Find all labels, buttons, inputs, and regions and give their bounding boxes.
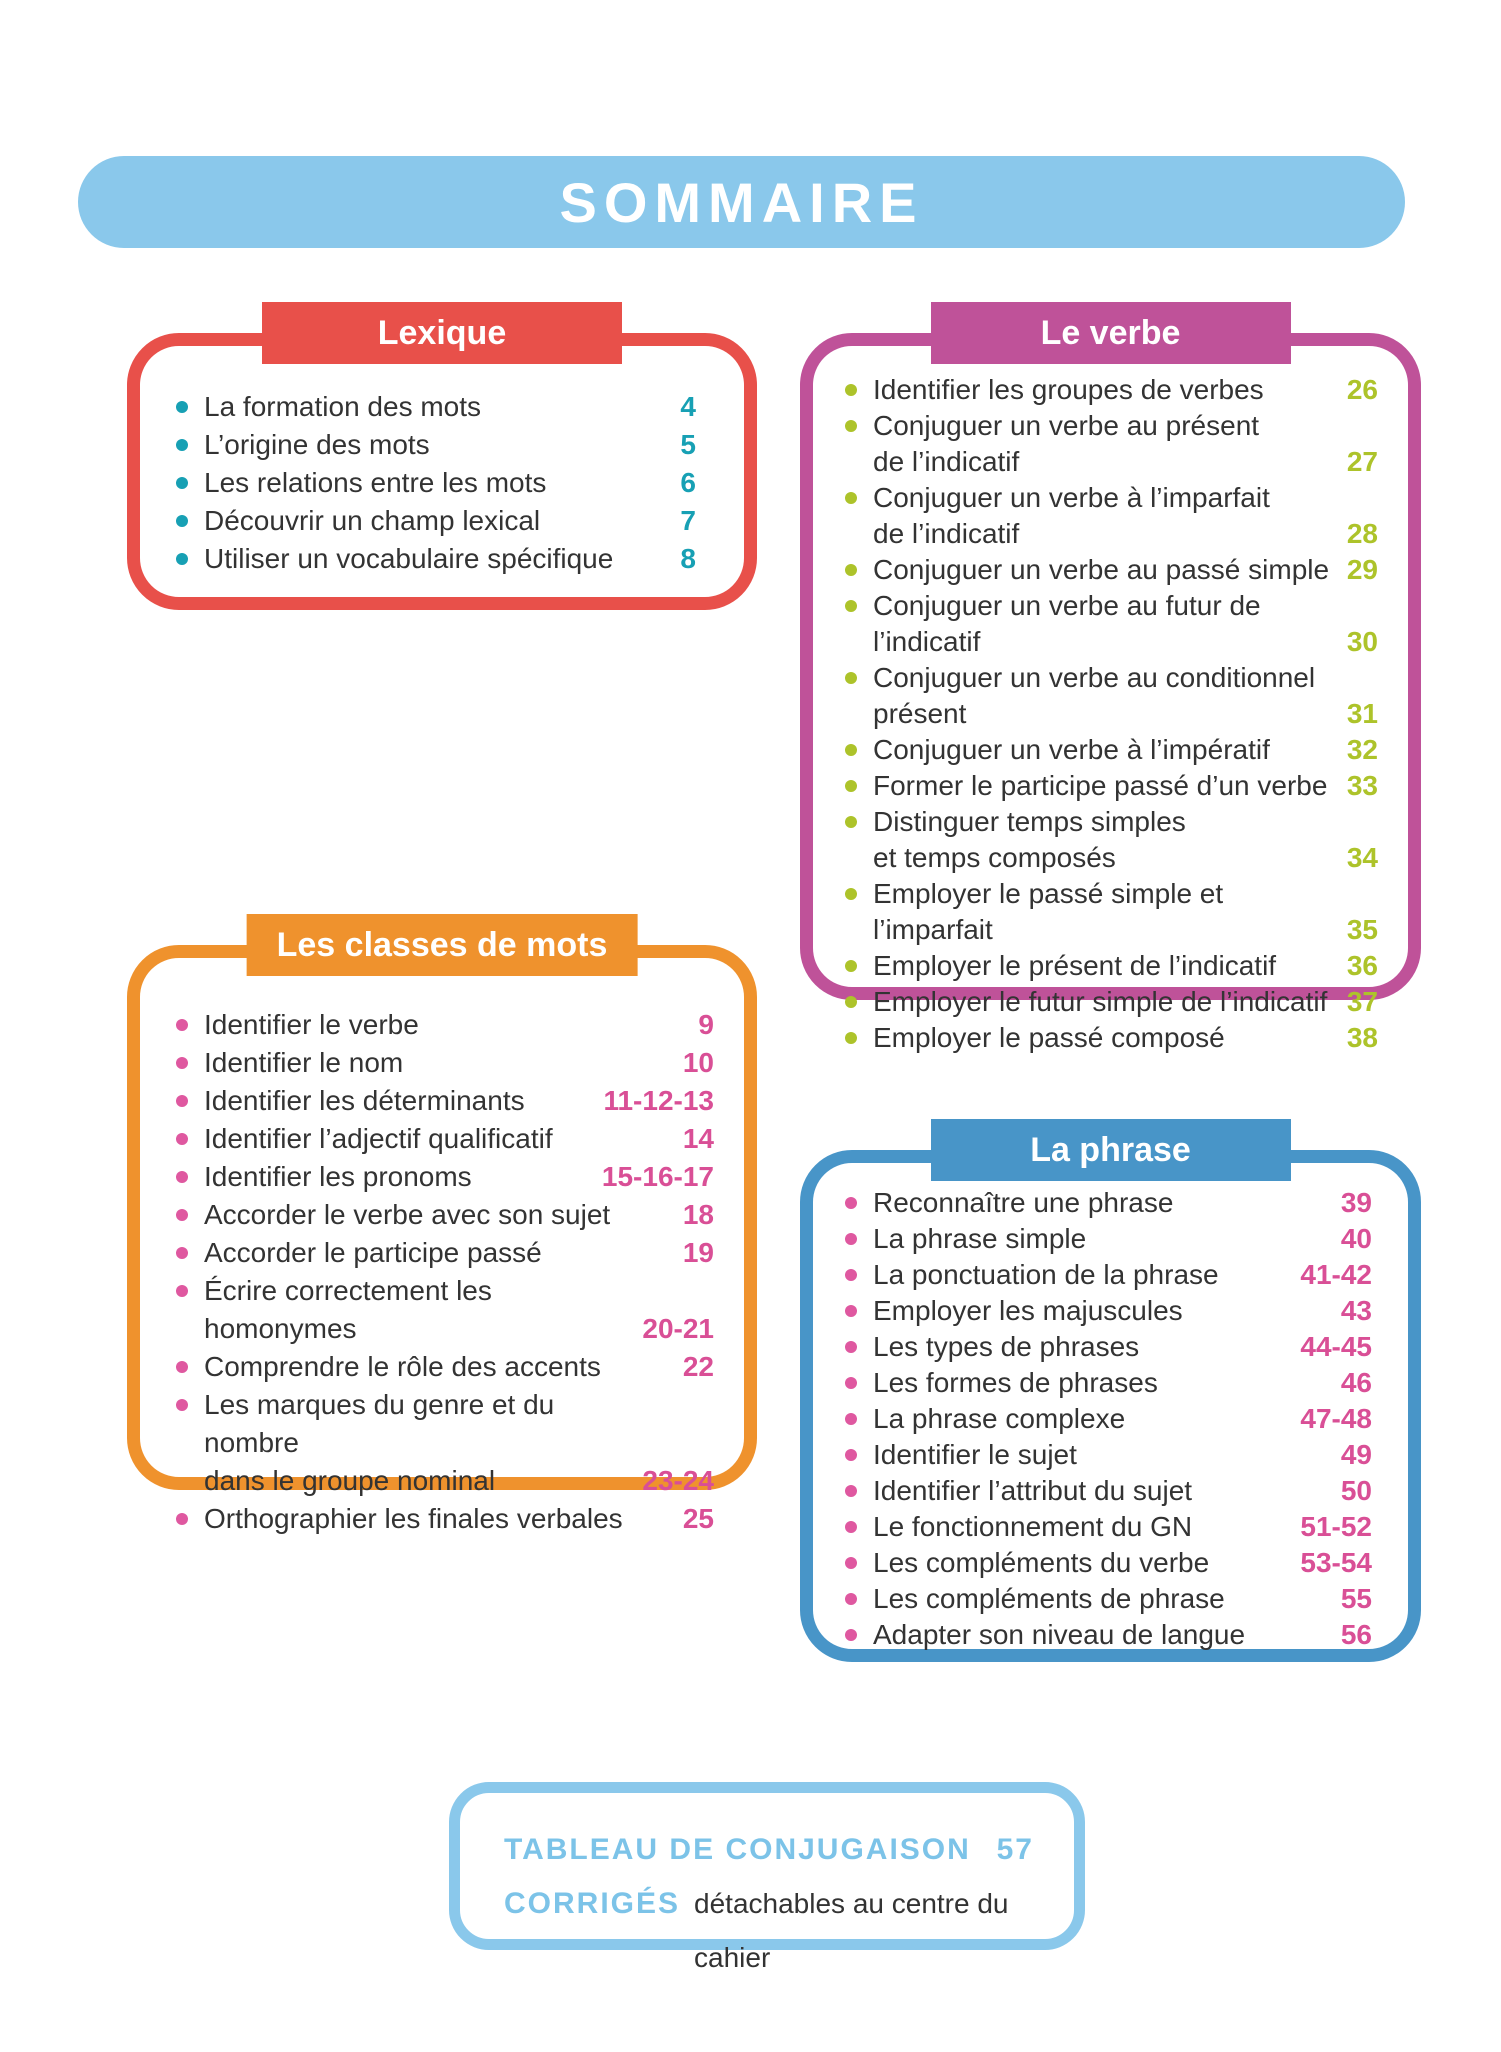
- toc-item: [845, 768, 1378, 804]
- bullet-icon: [176, 439, 188, 451]
- bullet-icon: [845, 1233, 857, 1245]
- toc-item-page: 14: [682, 1123, 714, 1154]
- section-list: [813, 346, 1408, 1053]
- bullet-icon: [845, 384, 857, 396]
- toc-item-label: Découvrir un champ lexical: [204, 505, 541, 536]
- toc-item: [176, 1158, 714, 1196]
- toc-item-page: 9: [698, 1009, 714, 1040]
- footer-title-corriges: CORRIGÉS: [504, 1887, 681, 1920]
- section-list: [140, 958, 744, 1534]
- toc-item-page: 23-24: [642, 1465, 714, 1496]
- toc-item-page: 25: [682, 1503, 714, 1534]
- toc-item-page: 36: [1346, 950, 1378, 981]
- toc-item-label: Les formes de phrases: [873, 1367, 1158, 1398]
- toc-item-label: Le fonctionnement du GN: [873, 1511, 1193, 1542]
- page-title: SOMMAIRE: [559, 170, 924, 234]
- footer-note: détachables au centre du cahier: [694, 1888, 1009, 1973]
- toc-item-label: Conjuguer un verbe au passé simple: [873, 554, 1330, 585]
- toc-item-page: 7: [680, 505, 696, 536]
- toc-item-page: 39: [1340, 1187, 1372, 1218]
- toc-item-label: Conjuguer un verbe au conditionnel présent: [873, 662, 1316, 729]
- bullet-icon: [845, 1629, 857, 1641]
- toc-item-page: 30: [1346, 626, 1378, 657]
- toc-item-page: 34: [1346, 842, 1378, 873]
- bullet-icon: [845, 1377, 857, 1389]
- footer-box: [449, 1782, 1085, 1973]
- bullet-icon: [845, 744, 857, 756]
- toc-item-page: 47-48: [1300, 1403, 1372, 1434]
- toc-item: [845, 372, 1378, 408]
- toc-item: [845, 876, 1378, 948]
- footer-line-conjugaison: [504, 1823, 1034, 1877]
- toc-item-page: 11-12-13: [603, 1085, 714, 1116]
- section-title: La phrase: [931, 1119, 1291, 1181]
- toc-item-label: Identifier l’adjectif qualificatif: [204, 1123, 553, 1154]
- bullet-icon: [845, 888, 857, 900]
- toc-item-label: Employer le passé simple et l’imparfait: [873, 878, 1224, 945]
- toc-item-label: Former le participe passé d’un verbe: [873, 770, 1328, 801]
- toc-item-label: La phrase simple: [873, 1223, 1087, 1254]
- toc-item-label: Employer le futur simple de l’indicatif: [873, 986, 1328, 1017]
- toc-item: [845, 1221, 1372, 1257]
- toc-item-page: 50: [1340, 1475, 1372, 1506]
- footer-title-conjugaison: TABLEAU DE CONJUGAISON: [504, 1833, 971, 1866]
- toc-item: [845, 1293, 1372, 1329]
- toc-item: [845, 1020, 1378, 1056]
- toc-item: [176, 1196, 714, 1234]
- toc-item-page: 8: [680, 543, 696, 574]
- toc-item: [176, 426, 696, 464]
- bullet-icon: [845, 1269, 857, 1281]
- toc-item-label: Reconnaître une phrase: [873, 1187, 1174, 1218]
- toc-item-label: La formation des mots: [204, 391, 482, 422]
- bullet-icon: [845, 1032, 857, 1044]
- toc-item: [845, 408, 1378, 480]
- footer-page-number: 57: [996, 1833, 1034, 1866]
- toc-item-label: Identifier les pronoms: [204, 1161, 472, 1192]
- toc-item-label: Accorder le participe passé: [204, 1237, 542, 1268]
- bullet-icon: [845, 1485, 857, 1497]
- bullet-icon: [176, 401, 188, 413]
- toc-item: [176, 502, 696, 540]
- toc-item: [845, 1185, 1372, 1221]
- toc-item-page: 53-54: [1300, 1547, 1372, 1578]
- bullet-icon: [176, 1095, 188, 1107]
- bullet-icon: [176, 1399, 188, 1411]
- toc-item-label: Orthographier les finales verbales: [204, 1503, 623, 1534]
- toc-item-page: 22: [682, 1351, 714, 1382]
- toc-item: [176, 1082, 714, 1120]
- toc-item: [176, 1234, 714, 1272]
- bullet-icon: [176, 515, 188, 527]
- toc-item-label: Adapter son niveau de langue: [873, 1619, 1246, 1650]
- toc-item-page: 38: [1346, 1022, 1378, 1053]
- toc-item: [845, 1617, 1372, 1653]
- bullet-icon: [176, 1133, 188, 1145]
- toc-item: [845, 552, 1378, 588]
- toc-item-label: Utiliser un vocabulaire spécifique: [204, 543, 614, 574]
- toc-item: [845, 1581, 1372, 1617]
- toc-item: [845, 660, 1378, 732]
- toc-item-label: Conjuguer un verbe à l’impératif: [873, 734, 1270, 765]
- toc-item-label: Les compléments du verbe: [873, 1547, 1210, 1578]
- section-title: Le verbe: [931, 302, 1291, 364]
- bullet-icon: [845, 780, 857, 792]
- toc-item-label: Identifier le sujet: [873, 1439, 1077, 1470]
- toc-item-label: Accorder le verbe avec son sujet: [204, 1199, 611, 1230]
- toc-item-page: 31: [1346, 698, 1378, 729]
- toc-item-label: Les relations entre les mots: [204, 467, 547, 498]
- toc-item-page: 20-21: [642, 1313, 714, 1344]
- section-title: Lexique: [262, 302, 622, 364]
- bullet-icon: [845, 672, 857, 684]
- toc-item-page: 32: [1346, 734, 1378, 765]
- toc-item: [845, 1257, 1372, 1293]
- bullet-icon: [845, 420, 857, 432]
- toc-item-page: 43: [1340, 1295, 1372, 1326]
- bullet-icon: [845, 492, 857, 504]
- toc-item-label: La phrase complexe: [873, 1403, 1126, 1434]
- toc-item: [176, 1120, 714, 1158]
- toc-section-phrase: [800, 1131, 1421, 1662]
- bullet-icon: [845, 816, 857, 828]
- footer-line-corriges: [504, 1877, 1034, 1985]
- bullet-icon: [176, 1171, 188, 1183]
- toc-item-label: Comprendre le rôle des accents: [204, 1351, 601, 1382]
- bullet-icon: [845, 1305, 857, 1317]
- toc-item-page: 51-52: [1300, 1511, 1372, 1542]
- bullet-icon: [845, 1449, 857, 1461]
- bullet-icon: [845, 1197, 857, 1209]
- toc-item-page: 15-16-17: [601, 1161, 714, 1192]
- toc-item: [845, 1329, 1372, 1365]
- toc-item: [845, 1473, 1372, 1509]
- bullet-icon: [845, 1341, 857, 1353]
- toc-item: [845, 948, 1378, 984]
- toc-item: [176, 1272, 714, 1348]
- bullet-icon: [176, 1057, 188, 1069]
- toc-item-page: 26: [1346, 374, 1378, 405]
- toc-item: [176, 1348, 714, 1386]
- toc-item-label: Conjuguer un verbe à l’imparfait de l’indicatif: [873, 482, 1270, 549]
- bullet-icon: [176, 1019, 188, 1031]
- toc-item-page: 5: [680, 429, 696, 460]
- toc-item-label: Employer les majuscules: [873, 1295, 1183, 1326]
- toc-item: [845, 804, 1378, 876]
- toc-item-label: L’origine des mots: [204, 429, 430, 460]
- bullet-icon: [176, 1247, 188, 1259]
- toc-item: [845, 1545, 1372, 1581]
- bullet-icon: [176, 1513, 188, 1525]
- section-list: [813, 1163, 1408, 1649]
- bullet-icon: [845, 1413, 857, 1425]
- toc-item: [176, 388, 696, 426]
- bullet-icon: [845, 1557, 857, 1569]
- toc-item-label: Identifier le nom: [204, 1047, 404, 1078]
- toc-item-label: La ponctuation de la phrase: [873, 1259, 1219, 1290]
- toc-item: [845, 480, 1378, 552]
- bullet-icon: [176, 1361, 188, 1373]
- toc-item-label: Conjuguer un verbe au présent de l’indicatif: [873, 410, 1260, 477]
- bullet-icon: [845, 564, 857, 576]
- toc-item-page: 41-42: [1300, 1259, 1372, 1290]
- toc-item-page: 56: [1340, 1619, 1372, 1650]
- toc-item-page: 18: [682, 1199, 714, 1230]
- section-title: Les classes de mots: [247, 914, 638, 976]
- toc-item: [176, 1044, 714, 1082]
- toc-item-label: Les types de phrases: [873, 1331, 1140, 1362]
- toc-item: [845, 984, 1378, 1020]
- toc-item: [845, 1437, 1372, 1473]
- toc-item-page: 4: [680, 391, 696, 422]
- toc-item: [845, 1365, 1372, 1401]
- toc-item-page: 35: [1346, 914, 1378, 945]
- toc-item-page: 49: [1340, 1439, 1372, 1470]
- toc-item-label: Distinguer temps simples et temps composés: [873, 806, 1186, 873]
- toc-item-label: Les compléments de phrase: [873, 1583, 1225, 1614]
- toc-item-page: 19: [682, 1237, 714, 1268]
- toc-item-page: 55: [1340, 1583, 1372, 1614]
- bullet-icon: [845, 1521, 857, 1533]
- bullet-icon: [176, 1285, 188, 1297]
- toc-item: [176, 540, 696, 578]
- toc-item: [845, 588, 1378, 660]
- title-bar: [78, 156, 1405, 248]
- toc-item-label: Employer le présent de l’indicatif: [873, 950, 1277, 981]
- bullet-icon: [845, 996, 857, 1008]
- toc-item-label: Conjuguer un verbe au futur de l’indicatif: [873, 590, 1261, 657]
- toc-item-page: 44-45: [1300, 1331, 1372, 1362]
- toc-item: [845, 732, 1378, 768]
- bullet-icon: [176, 553, 188, 565]
- toc-item-page: 27: [1346, 446, 1378, 477]
- toc-item-page: 6: [680, 467, 696, 498]
- toc-item-page: 37: [1346, 986, 1378, 1017]
- toc-item-label: Écrire correctement les homonymes: [204, 1275, 492, 1344]
- section-list: [140, 346, 744, 597]
- toc-item-page: 10: [682, 1047, 714, 1078]
- toc-item-label: Employer le passé composé: [873, 1022, 1225, 1053]
- toc-section-lexique: [127, 314, 757, 610]
- toc-item-label: Identifier le verbe: [204, 1009, 419, 1040]
- bullet-icon: [176, 477, 188, 489]
- toc-section-classes: [127, 926, 757, 1534]
- toc-item-page: 29: [1346, 554, 1378, 585]
- toc-item-page: 40: [1340, 1223, 1372, 1254]
- toc-item: [845, 1509, 1372, 1545]
- toc-item-label: Identifier les déterminants: [204, 1085, 525, 1116]
- toc-item: [176, 1386, 714, 1500]
- toc-item-page: 33: [1346, 770, 1378, 801]
- bullet-icon: [176, 1209, 188, 1221]
- toc-item: [176, 464, 696, 502]
- toc-item-label: Identifier les groupes de verbes: [873, 374, 1264, 405]
- toc-item-label: Identifier l’attribut du sujet: [873, 1475, 1193, 1506]
- toc-item-page: 46: [1340, 1367, 1372, 1398]
- toc-item-page: 28: [1346, 518, 1378, 549]
- toc-item: [176, 1006, 714, 1044]
- toc-item: [176, 1500, 714, 1538]
- bullet-icon: [845, 600, 857, 612]
- bullet-icon: [845, 1593, 857, 1605]
- toc-item-label: Les marques du genre et du nombre dans le groupe nominal: [204, 1389, 555, 1496]
- toc-item: [845, 1401, 1372, 1437]
- bullet-icon: [845, 960, 857, 972]
- toc-section-verbe: [800, 314, 1421, 1053]
